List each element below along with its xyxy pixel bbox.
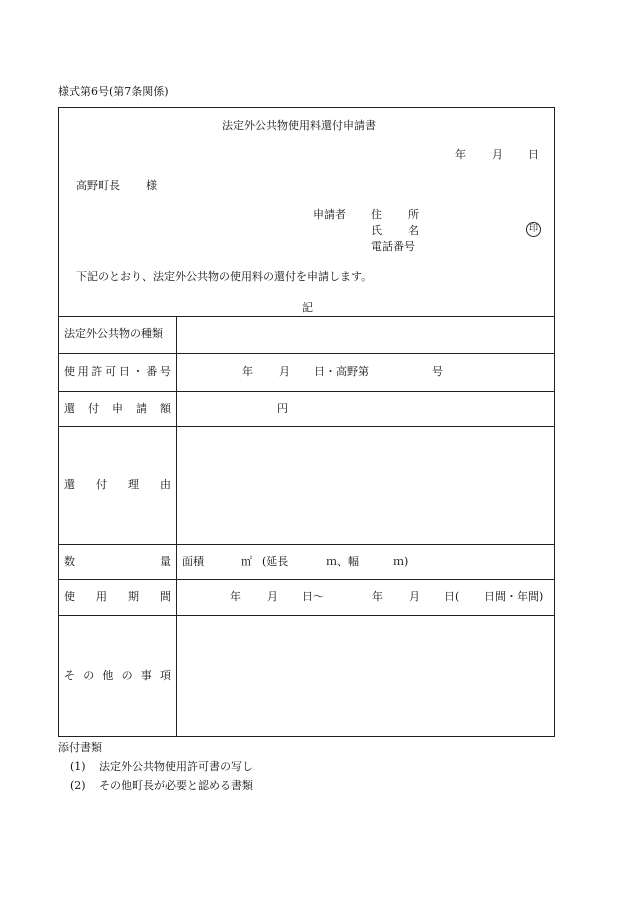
period-label: 使 用 期 間 xyxy=(64,590,171,603)
permit-day-takano: 日・高野第 xyxy=(314,365,369,378)
applicant-address-char-2: 所 xyxy=(408,208,419,221)
permit-label: 使 用 許 可 日 ・ 番 号 xyxy=(64,365,171,378)
quantity-label: 数 量 xyxy=(64,555,171,568)
amount-unit: 円 xyxy=(277,402,288,415)
reason-label: 還 付 理 由 xyxy=(64,478,171,491)
form-number: 様式第6号(第7条関係) xyxy=(58,85,169,98)
row-divider xyxy=(59,579,554,580)
other-label: そ の 他 の 事 項 xyxy=(64,669,171,682)
row-divider xyxy=(59,615,554,616)
quantity-m-close: ｍ) xyxy=(393,555,409,568)
addressee-honorific: 様 xyxy=(146,179,157,192)
attachment-2-text: その他町長が必要と認める書類 xyxy=(99,779,253,792)
request-sentence: 下記のとおり、法定外公共物の使用料の還付を申請します。 xyxy=(76,270,373,283)
column-divider xyxy=(176,316,177,736)
attachment-1-text: 法定外公共物使用許可書の写し xyxy=(99,760,253,773)
form-title: 法定外公共物使用料還付申請書 xyxy=(222,119,376,132)
ki-label: 記 xyxy=(302,301,313,314)
row-divider xyxy=(59,391,554,392)
period-year-2: 年 xyxy=(372,590,383,603)
period-year-1: 年 xyxy=(230,590,241,603)
period-day-1: 日～ xyxy=(302,590,324,603)
date-day: 日 xyxy=(528,148,539,161)
applicant-label: 申請者 xyxy=(313,208,346,221)
seal-icon: 印 xyxy=(526,222,541,237)
applicant-name-char-1: 氏 xyxy=(371,224,382,237)
applicant-name-char-2: 名 xyxy=(408,224,419,237)
application-form xyxy=(58,107,555,737)
applicant-address-char-1: 住 xyxy=(371,208,382,221)
permit-month: 月 xyxy=(279,365,290,378)
row-divider xyxy=(59,316,554,317)
quantity-sqm: ㎡ xyxy=(241,555,252,568)
date-year: 年 xyxy=(455,148,466,161)
permit-year: 年 xyxy=(242,365,253,378)
attachments-heading: 添付書類 xyxy=(58,741,102,754)
permit-number: 号 xyxy=(432,365,443,378)
attachment-1-num: (1) xyxy=(70,760,86,773)
quantity-m-width: ｍ、幅 xyxy=(326,555,359,568)
type-label: 法定外公共物の種類 xyxy=(64,327,163,340)
row-divider xyxy=(59,426,554,427)
amount-label: 還 付 申 請 額 xyxy=(64,402,171,415)
period-day-2: 日( xyxy=(444,590,460,603)
period-month-2: 月 xyxy=(409,590,420,603)
addressee-name: 高野町長 xyxy=(76,179,120,192)
quantity-extension: (延長 xyxy=(262,555,289,568)
applicant-phone-label: 電話番号 xyxy=(371,240,415,253)
date-month: 月 xyxy=(492,148,503,161)
period-units: 日間・年間) xyxy=(484,590,544,603)
attachment-2-num: (2) xyxy=(70,779,86,792)
row-divider xyxy=(59,544,554,545)
quantity-area: 面積 xyxy=(182,555,204,568)
row-divider xyxy=(59,353,554,354)
period-month-1: 月 xyxy=(267,590,278,603)
